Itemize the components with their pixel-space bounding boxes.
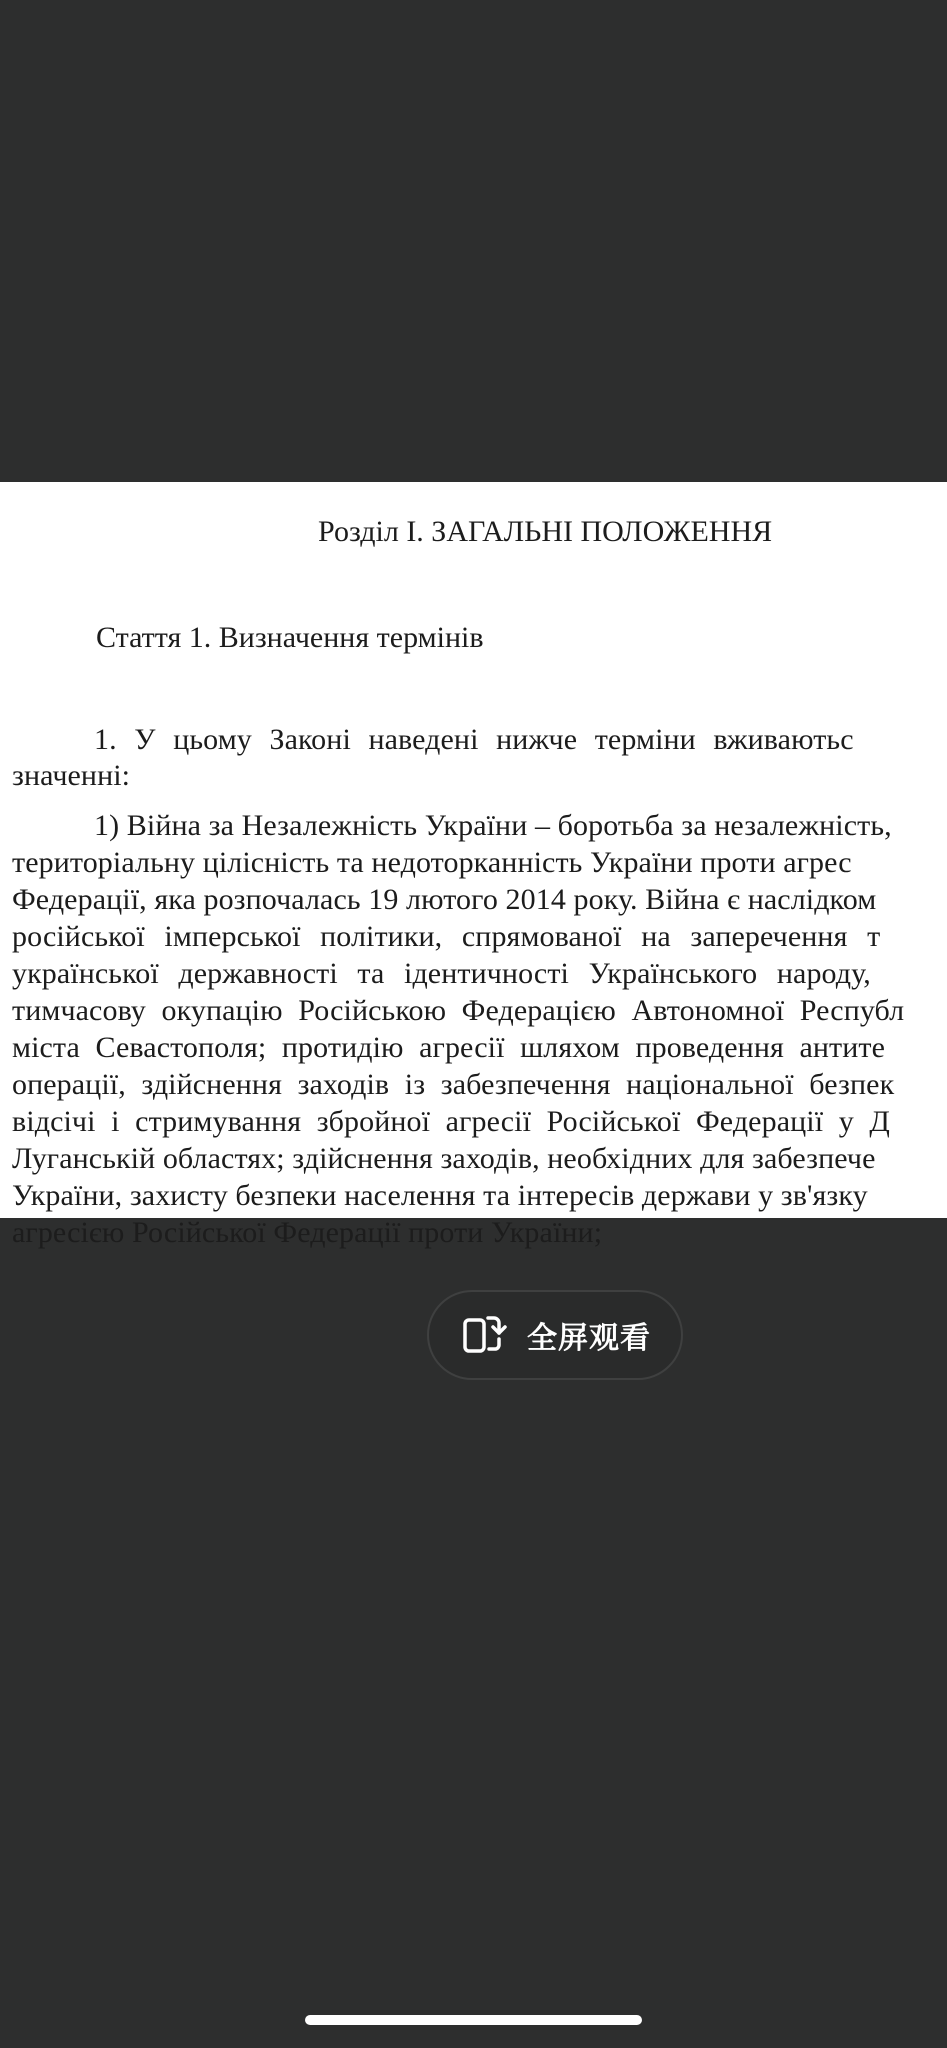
document-line: України, захисту безпеки населення та інтересів держави у зв'язку [12,1179,868,1212]
document-line: тимчасову окупацію Російською Федерацією Автономної Республ [12,994,905,1027]
article-title: Стаття 1. Визначення термінів [96,621,484,654]
rotate-screen-icon [459,1311,507,1359]
document-line: міста Севастополя; протидію агресії шляхом проведення антите [12,1031,886,1064]
document-line: 1. У цьому Законі наведені нижче терміни вживаютьс [94,723,854,756]
document-line: 1) Війна за Незалежність України – боротьба за незалежність, [94,809,892,842]
fullscreen-label: 全屏观看 [527,1321,651,1356]
document-line: російської імперської політики, спрямованої на заперечення т [12,920,881,953]
home-indicator[interactable] [305,2015,642,2025]
document-line: агресією Російської Федерації проти України; [12,1216,603,1249]
document-line: значенні: [12,759,131,792]
section-title: Розділ І. ЗАГАЛЬНІ ПОЛОЖЕННЯ [318,515,773,548]
document-line: Федерації, яка розпочалась 19 лютого 2014 року. Війна є наслідком [12,883,877,916]
document-line: Луганській областях; здійснення заходів, необхідних для забезпече [12,1142,876,1175]
document-image [0,482,947,1249]
document-line: операції, здійснення заходів із забезпечення національної безпек [12,1068,895,1101]
document-line: української державності та ідентичності Українського народу, [12,957,871,990]
document-line: відсічі і стримування збройної агресії Російської Федерації у Д [12,1105,890,1138]
fullscreen-button[interactable] [427,1290,683,1380]
document-line: територіальну цілісність та недоторканність України проти агрес [12,846,852,879]
